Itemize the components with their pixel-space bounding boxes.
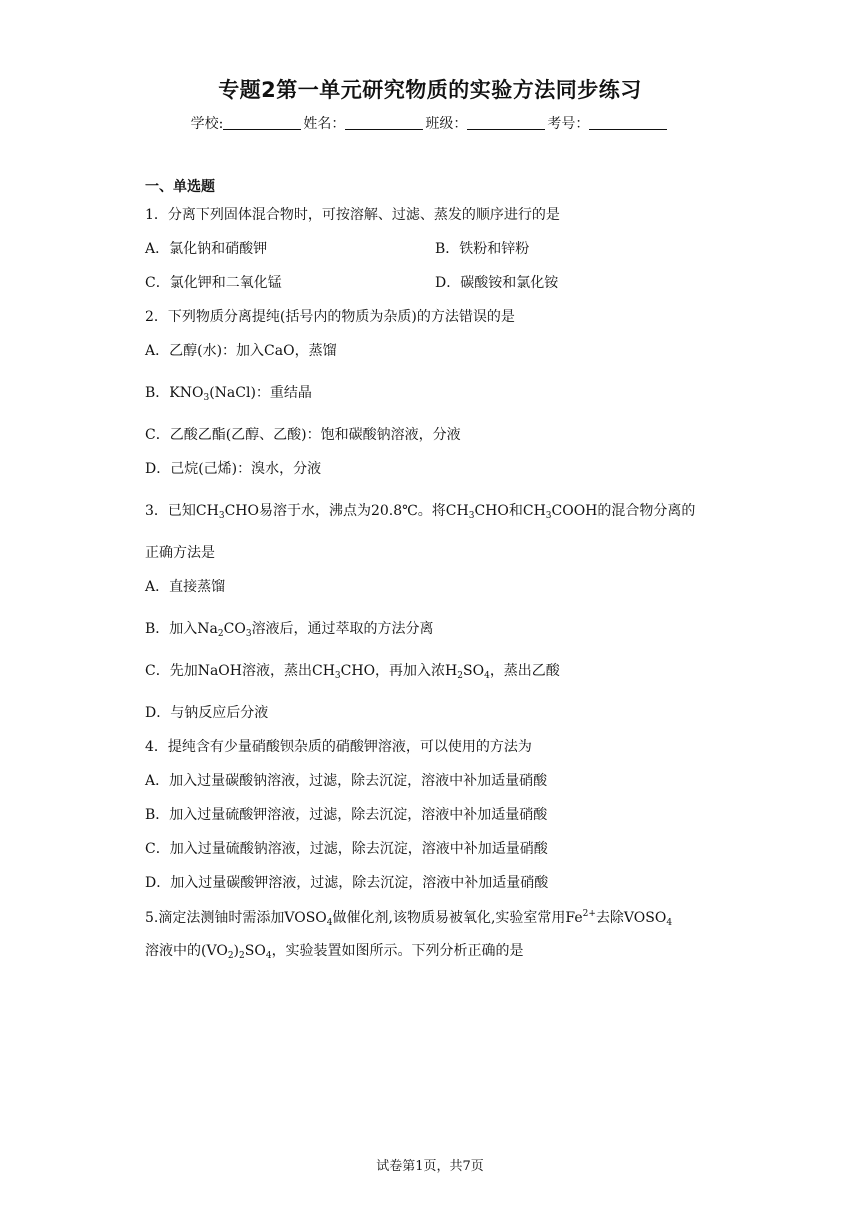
page-title: 专题2第一单元研究物质的实验方法同步练习 bbox=[218, 78, 642, 102]
question-3-option-a: A．直接蒸馏 bbox=[145, 579, 226, 595]
text-run: 3．已知CH bbox=[145, 503, 219, 519]
superscript: 2+ bbox=[582, 909, 596, 919]
question-3-option-c bbox=[145, 664, 725, 706]
question-4-option-a: A．加入过量碳酸钠溶液，过滤，除去沉淀，溶液中补加适量硝酸 bbox=[145, 773, 548, 789]
question-1-options-row-2 bbox=[145, 276, 725, 310]
question-5-stem-continued bbox=[145, 944, 725, 978]
exam-number-label: 考号： bbox=[547, 116, 590, 132]
text-run: SO bbox=[244, 943, 266, 959]
question-2-option-d: D．己烷(己烯)：溴水，分液 bbox=[145, 461, 322, 477]
question-3-option-b bbox=[145, 622, 725, 664]
subscript: 4 bbox=[265, 951, 272, 961]
subscript: 3 bbox=[203, 393, 210, 403]
text-run: SO bbox=[463, 663, 485, 679]
name-label: 姓名： bbox=[303, 116, 346, 132]
question-4-stem: 4．提纯含有少量硝酸钡杂质的硝酸钾溶液，可以使用的方法为 bbox=[145, 739, 532, 755]
question-3-stem bbox=[145, 504, 725, 546]
text-run: C．先加NaOH溶液，蒸出CH bbox=[145, 663, 335, 679]
text-run: B．KNO bbox=[145, 385, 204, 401]
class-blank bbox=[467, 115, 545, 130]
student-info-line bbox=[0, 113, 860, 133]
section-heading: 一、单选题 bbox=[145, 179, 215, 195]
question-1-option-a: A．氯化钠和硝酸钾 bbox=[145, 241, 268, 257]
exam-number-blank bbox=[589, 115, 667, 130]
question-4-option-c: C．加入过量硫酸钠溶液，过滤，除去沉淀，溶液中补加适量硝酸 bbox=[145, 841, 548, 857]
question-2-stem: 2．下列物质分离提纯(括号内的物质为杂质)的方法错误的是 bbox=[145, 309, 515, 325]
subscript: 3 bbox=[334, 671, 341, 681]
subscript: 2 bbox=[227, 951, 234, 961]
text-run: CHO和CH bbox=[474, 503, 546, 519]
question-1-option-b: B．铁粉和锌粉 bbox=[435, 241, 530, 257]
text-run: ，实验装置如图所示。下列分析正确的是 bbox=[271, 943, 524, 959]
subscript: 2 bbox=[239, 951, 245, 961]
school-label: 学校: bbox=[190, 116, 224, 132]
subscript: 3 bbox=[218, 511, 225, 521]
subscript: 4 bbox=[484, 671, 490, 681]
text-run: ) bbox=[233, 943, 240, 959]
page-footer: 试卷第1页，共7页 bbox=[376, 1159, 484, 1174]
text-run: CO bbox=[223, 621, 246, 637]
subscript: 4 bbox=[666, 918, 673, 928]
text-run: COOH的混合物分离的 bbox=[551, 503, 696, 519]
class-label: 班级： bbox=[425, 116, 468, 132]
question-4-option-b: B．加入过量硫酸钾溶液，过滤，除去沉淀，溶液中补加适量硝酸 bbox=[145, 807, 548, 823]
question-4-option-d: D．加入过量碳酸钾溶液，过滤，除去沉淀，溶液中补加适量硝酸 bbox=[145, 875, 549, 891]
question-2-option-a: A．乙醇(水)：加入CaO，蒸馏 bbox=[145, 343, 337, 359]
text-run: 去除VOSO bbox=[595, 910, 667, 926]
text-run: ，蒸出乙酸 bbox=[489, 663, 560, 679]
text-run: CHO易溶于水，沸点为20.8℃。将CH bbox=[224, 503, 469, 519]
question-1-option-c: C．氯化钾和二氧化锰 bbox=[145, 275, 282, 291]
name-blank bbox=[345, 115, 423, 130]
question-1-options-row-1 bbox=[145, 242, 725, 276]
text-run: 溶液中的(VO bbox=[145, 943, 228, 959]
subscript: 2 bbox=[457, 671, 463, 681]
text-run: B．加入Na bbox=[145, 621, 218, 637]
text-run: 溶液后，通过萃取的方法分离 bbox=[251, 621, 434, 637]
question-5-stem bbox=[145, 910, 725, 944]
subscript: 3 bbox=[245, 629, 252, 639]
text-run: 做催化剂,该物质易被氧化,实验室常用Fe bbox=[332, 910, 583, 926]
question-2-option-b bbox=[145, 386, 725, 428]
text-run: CHO，再加入浓H bbox=[340, 663, 458, 679]
question-content bbox=[145, 180, 725, 978]
subscript: 4 bbox=[326, 918, 333, 928]
question-3-option-d: D．与钠反应后分液 bbox=[145, 705, 269, 721]
question-2-option-c: C．乙酸乙酯(乙醇、乙酸)：饱和碳酸钠溶液，分液 bbox=[145, 427, 461, 443]
text-run: (NaCl)：重结晶 bbox=[209, 385, 312, 401]
subscript: 3 bbox=[545, 511, 552, 521]
text-run: 5.滴定法测铀时需添加VOSO bbox=[145, 910, 327, 926]
question-3-stem-continued: 正确方法是 bbox=[145, 545, 215, 561]
question-1-option-d: D．碳酸铵和氯化铵 bbox=[435, 275, 559, 291]
subscript: 3 bbox=[468, 511, 475, 521]
subscript: 2 bbox=[217, 629, 224, 639]
question-1-stem: 1．分离下列固体混合物时，可按溶解、过滤、蒸发的顺序进行的是 bbox=[145, 207, 560, 223]
school-blank bbox=[223, 115, 301, 130]
